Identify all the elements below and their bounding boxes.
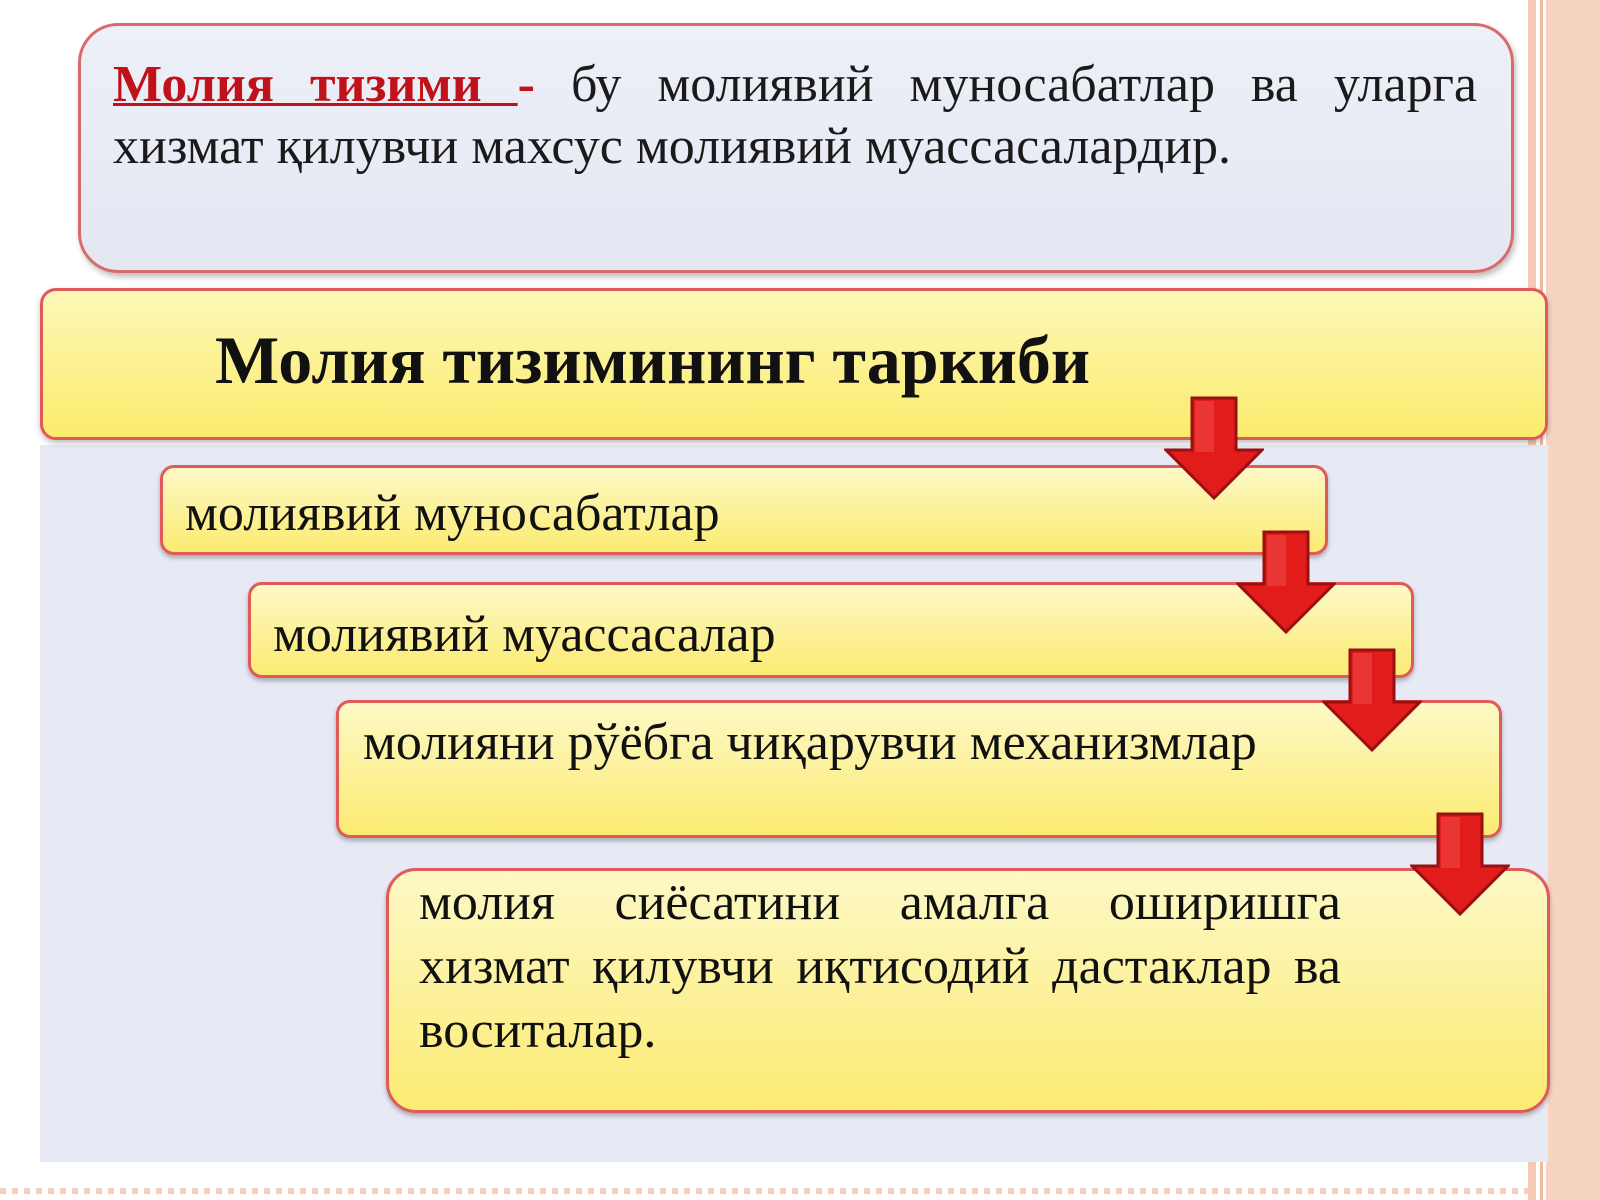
step-label-3: молияни рўёбга чиқарувчи механизмлар <box>363 714 1257 771</box>
definition-body: бу молиявий муносабатлар ва уларга хизмат қилувчи махсус молиявий муассасалардир. <box>113 56 1477 175</box>
title-bar <box>40 288 1548 440</box>
step-label-2: молиявий муассасалар <box>273 606 776 663</box>
diagram-title: Молия тизимининг таркиби <box>215 322 1091 398</box>
decorative-dots <box>0 1188 1528 1194</box>
down-arrow-icon <box>1322 648 1422 752</box>
definition-dash: - <box>517 56 535 113</box>
down-arrow-icon <box>1164 396 1264 500</box>
down-arrow-icon <box>1410 812 1510 916</box>
step-label-1: молиявий муносабатлар <box>185 485 720 542</box>
step-label-4: молия сиёсатини амалга оширишга хизмат қилувчи иқтисодий дастаклар ва воситалар. <box>419 874 1341 1059</box>
definition-text <box>113 54 1477 178</box>
step-box-1 <box>160 465 1328 555</box>
step-box-4 <box>386 868 1550 1113</box>
down-arrow-icon <box>1236 530 1336 634</box>
decorative-stripe <box>1546 0 1600 1200</box>
definition-term: Молия тизими <box>113 56 518 113</box>
definition-box <box>78 23 1514 273</box>
